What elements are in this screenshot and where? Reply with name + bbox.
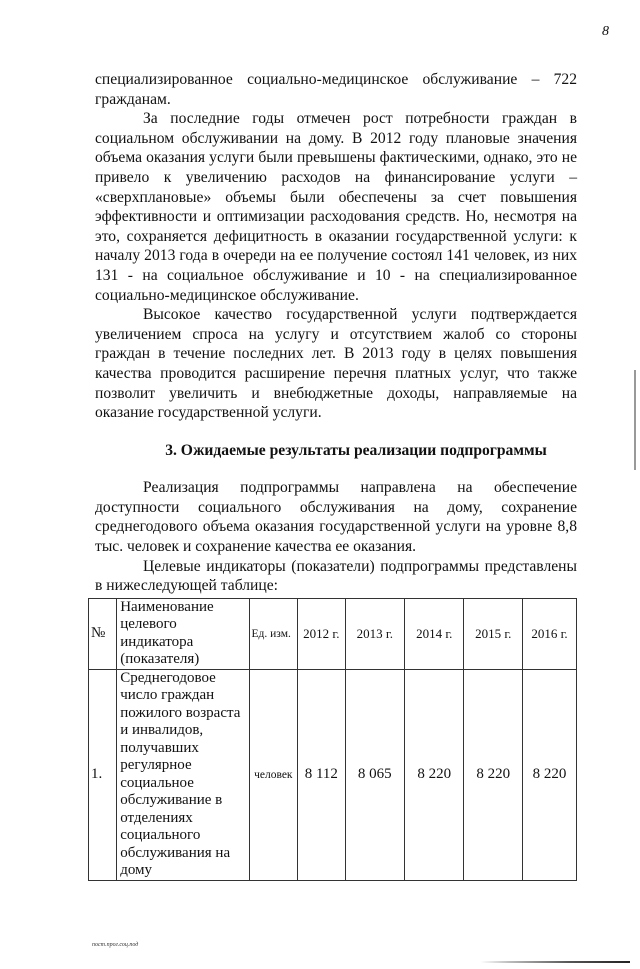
header-year: 2013 г.	[345, 598, 404, 669]
scan-artifact	[480, 961, 630, 963]
value-2014: 8 220	[405, 669, 464, 880]
header-number: №	[89, 598, 117, 669]
paragraph: Реализация подпрограммы направлена на обеспечение доступности социального обслуживания на дому, сохранение среднегодового объема оказания государственной услуги на уровне 8,8 тыс. человек и сохранение качества ее оказания.	[95, 479, 577, 556]
header-year: 2016 г.	[523, 598, 577, 669]
indicators-table	[88, 598, 577, 881]
header-indicator-name: Наименование целевого индикатора (показателя)	[117, 598, 249, 669]
value-2016: 8 220	[523, 669, 577, 880]
header-year: 2015 г.	[464, 598, 523, 669]
value-2012: 8 112	[298, 669, 346, 880]
value-2015: 8 220	[464, 669, 523, 880]
page-number: 8	[602, 24, 609, 39]
footer-filename: пост.прог.соц.под	[92, 941, 139, 948]
indicator-name: Среднегодовое число граждан пожилого возраста и инвалидов, получавших регулярное социальное обслуживание в отделениях социального обслуживания на дому	[117, 669, 249, 880]
header-unit: Ед. изм.	[249, 598, 298, 669]
paragraph: Высокое качество государственной услуги подтверждается увеличением спроса на услугу и отсутствием жалоб со стороны граждан в течение последних лет. В 2013 году в целях повышения качества проводится расширение перечня платных услуг, что также позволит увеличить и внебюджетные доходы, направляемые на оказание государственной услуги.	[95, 306, 577, 422]
scan-edge	[634, 370, 636, 470]
value-2013: 8 065	[345, 669, 404, 880]
table-header-row	[89, 598, 577, 669]
section-heading: 3. Ожидаемые результаты реализации подпрограммы	[165, 441, 547, 459]
paragraph: Целевые индикаторы (показатели) подпрограммы представлены в нижеследующей таблице:	[95, 557, 577, 595]
paragraph: За последние годы отмечен рост потребности граждан в социальном обслуживании на дому. В 2012 году плановые значения объема оказания услуги были превышены фактическими, однако, это не привело к увеличению расходов на финансирование услуги – «сверхплановые» объемы были обеспечены за счет повышения эффективности и оптимизации расходования средств. Но, несмотря на это, сохраняется дефицитность в оказании государственной услуги: к началу 2013 года в очереди на ее получение состоял 141 человек, из них 131 - на социальное обслуживание и 10 - на специализированное социально-медицинское обслуживание.	[95, 110, 577, 304]
unit: человек	[249, 669, 298, 880]
row-number: 1.	[89, 669, 117, 880]
paragraph: специализированное социально-медицинское обслуживание – 722 гражданам.	[95, 71, 577, 108]
table-row	[89, 669, 577, 880]
document-body	[95, 70, 577, 596]
header-year: 2014 г.	[405, 598, 464, 669]
header-year: 2012 г.	[298, 598, 346, 669]
